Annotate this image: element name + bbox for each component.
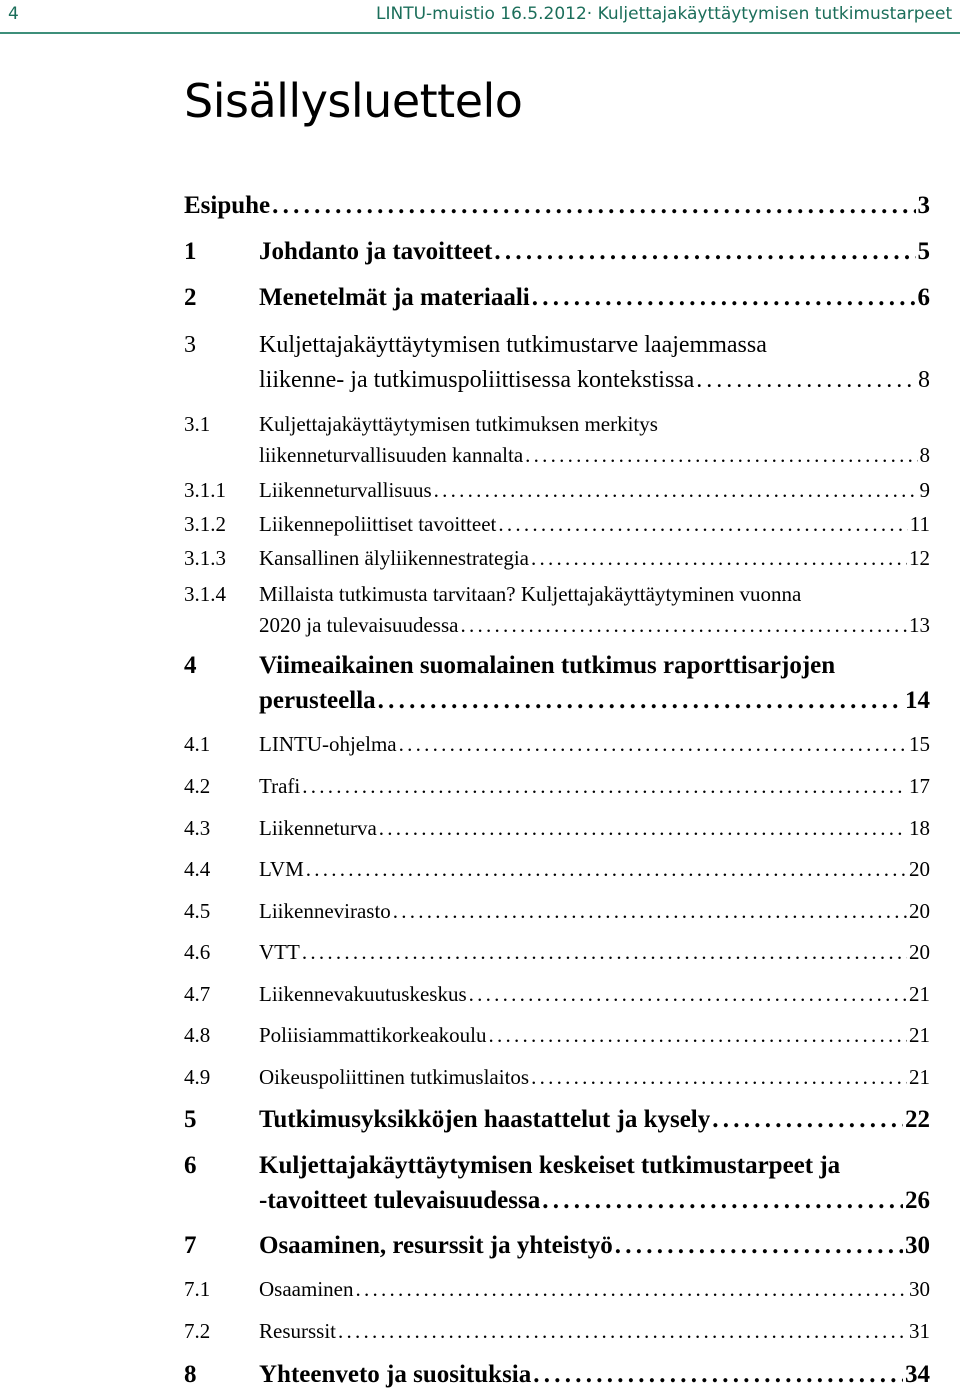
toc-entry-text: Menetelmät ja materiaali	[259, 284, 530, 311]
toc-entry-text: Oikeuspoliittinen tutkimuslaitos	[259, 1065, 530, 1089]
toc-leader	[498, 512, 907, 537]
toc-entry[interactable]	[184, 816, 930, 846]
toc-leader	[378, 687, 903, 715]
toc-entry-text: liikenne- ja tutkimuspoliittisessa kontekstissa	[259, 367, 695, 393]
toc-entry-number: 6	[184, 1152, 197, 1179]
toc-entry-number: 3.1.3	[184, 546, 226, 570]
toc-entry-text: Esipuhe	[184, 192, 271, 219]
toc-entry-number: 4.1	[184, 732, 211, 756]
toc-entry[interactable]	[184, 192, 930, 226]
toc-entry[interactable]	[184, 857, 930, 887]
toc-page-number: 21	[909, 1023, 930, 1047]
toc-entry-text: Trafi	[259, 774, 301, 798]
toc-entry-text: Johdanto ja tavoitteet	[259, 238, 493, 265]
toc-entry-number: 3	[184, 332, 196, 358]
toc-leader	[302, 774, 907, 799]
page-header	[0, 0, 960, 34]
toc-page-number: 12	[909, 546, 930, 570]
toc-entry[interactable]	[184, 899, 930, 929]
toc-entry-text-line1: Kuljettajakäyttäytymisen keskeiset tutkimustarpeet ja	[259, 1152, 841, 1179]
toc-entry-number: 4.6	[184, 940, 211, 964]
toc-entry-text: Liikennevakuutuskeskus	[259, 982, 467, 1006]
toc-leader	[469, 982, 907, 1007]
toc-entry-number: 4.2	[184, 774, 211, 798]
toc-page-number: 9	[919, 478, 930, 502]
toc-entry-text: Poliisiammattikorkeakoulu	[259, 1023, 487, 1047]
toc-page-number: 20	[909, 940, 930, 964]
toc-leader	[306, 857, 907, 882]
toc-entry-text: liikenneturvallisuuden kannalta	[259, 443, 524, 467]
toc-leader	[460, 613, 907, 638]
toc-entry[interactable]	[184, 1277, 930, 1307]
toc-entry-number: 4.9	[184, 1065, 211, 1089]
toc-entry-text-line1: Kuljettajakäyttäytymisen tutkimuksen merkitys	[259, 412, 658, 436]
toc-page-number: 11	[909, 512, 930, 536]
toc-entry-number: 5	[184, 1106, 197, 1133]
toc-entry-text-line1: Viimeaikainen suomalainen tutkimus raporttisarjojen	[259, 652, 836, 679]
toc-entry-number: 3.1.2	[184, 512, 226, 536]
toc-page-number: 13	[909, 613, 930, 637]
toc-entry[interactable]	[184, 940, 930, 970]
toc-page-number: 20	[909, 899, 930, 923]
toc-leader	[488, 1023, 907, 1048]
toc-entry-text: -tavoitteet tulevaisuudessa	[259, 1187, 541, 1214]
toc-entry-number: 3.1.4	[184, 582, 226, 606]
toc-entry-text: Liikennepoliittiset tavoitteet	[259, 512, 497, 536]
toc-entry-number: 8	[184, 1361, 197, 1388]
toc-leader	[338, 1319, 907, 1344]
toc-entry-text: VTT	[259, 940, 300, 964]
toc-leader	[615, 1232, 903, 1260]
toc-entry[interactable]	[184, 1152, 930, 1222]
toc-entry-number: 4	[184, 652, 197, 679]
toc-entry-number: 4.4	[184, 857, 211, 881]
toc-entry[interactable]	[184, 1361, 930, 1395]
toc-entry-text: LVM	[259, 857, 304, 881]
toc-entry-number: 7.2	[184, 1319, 211, 1343]
toc-leader	[531, 546, 907, 571]
toc-leader	[712, 1106, 903, 1134]
toc-entry-text: 2020 ja tulevaisuudessa	[259, 613, 459, 637]
toc-entry-number: 7.1	[184, 1277, 211, 1301]
toc-entry[interactable]	[184, 1106, 930, 1140]
toc-entry-text: Osaaminen	[259, 1277, 354, 1301]
toc-entry-number: 3.1	[184, 412, 211, 436]
toc-page-number: 20	[909, 857, 930, 881]
toc-entry[interactable]	[184, 1023, 930, 1053]
toc-entry-text-line1: Millaista tutkimusta tarvitaan? Kuljettajakäyttäytyminen vuonna	[259, 582, 802, 606]
toc-leader	[494, 238, 915, 266]
toc-entry-text: Liikennevirasto	[259, 899, 391, 923]
toc-leader	[355, 1277, 907, 1302]
toc-page-number: 17	[909, 774, 930, 798]
toc-page-number: 21	[909, 1065, 930, 1089]
toc-entry-number: 2	[184, 284, 197, 311]
toc-entry[interactable]	[184, 1232, 930, 1266]
toc-page-number: 22	[905, 1106, 930, 1133]
toc-leader	[532, 284, 916, 312]
toc-entry-text: Kansallinen älyliikennestrategia	[259, 546, 529, 570]
toc-entry[interactable]	[184, 982, 930, 1012]
toc-entry-number: 4.5	[184, 899, 211, 923]
toc-page-number: 21	[909, 982, 930, 1006]
toc-entry[interactable]	[184, 732, 930, 762]
toc-entry[interactable]	[184, 284, 930, 318]
toc-entry-number: 1	[184, 238, 197, 265]
toc-entry[interactable]	[184, 546, 930, 576]
toc-leader	[393, 899, 907, 924]
toc-leader	[434, 478, 918, 503]
toc-entry[interactable]	[184, 1319, 930, 1349]
page-title: Sisällysluettelo	[184, 74, 523, 128]
toc-entry-text: Liikenneturvallisuus	[259, 478, 432, 502]
toc-page-number: 6	[917, 284, 930, 311]
toc-leader	[525, 443, 917, 468]
toc-page-number: 18	[909, 816, 930, 840]
running-title: LINTU-muistio 16.5.2012· Kuljettajakäyttäytymisen tutkimustarpeet	[376, 4, 953, 24]
toc-entry[interactable]	[184, 1065, 930, 1095]
toc-entry-number: 7	[184, 1232, 197, 1259]
toc-leader	[696, 367, 916, 394]
toc-page-number: 8	[919, 443, 930, 467]
toc-page-number: 30	[909, 1277, 930, 1301]
toc-entry[interactable]	[184, 332, 930, 402]
toc-leader	[542, 1187, 903, 1215]
page-number: 4	[8, 4, 19, 24]
toc-entry-number: 4.7	[184, 982, 211, 1006]
toc-entry-text: Liikenneturva	[259, 816, 377, 840]
toc-entry-text: Yhteenveto ja suosituksia	[259, 1361, 532, 1388]
toc-entry[interactable]	[184, 582, 930, 644]
toc-leader	[399, 732, 907, 757]
toc-entry-text: perusteella	[259, 687, 376, 714]
toc-page-number: 8	[918, 367, 930, 393]
toc-entry-text-line1: Kuljettajakäyttäytymisen tutkimustarve laajemmassa	[259, 332, 767, 358]
toc-page-number: 14	[905, 687, 930, 714]
toc-entry[interactable]	[184, 478, 930, 508]
toc-entry[interactable]	[184, 652, 930, 722]
toc-entry-number: 3.1.1	[184, 478, 226, 502]
toc-page-number: 30	[905, 1232, 930, 1259]
toc-leader	[531, 1065, 907, 1090]
toc-entry-text: Resurssit	[259, 1319, 337, 1343]
toc-leader	[379, 816, 907, 841]
toc-entry-number: 4.8	[184, 1023, 211, 1047]
toc-leader	[272, 192, 915, 220]
toc-entry[interactable]	[184, 412, 930, 474]
toc-entry[interactable]	[184, 512, 930, 542]
toc-entry-text: LINTU-ohjelma	[259, 732, 397, 756]
toc-leader	[302, 940, 907, 965]
toc-entry-text: Osaaminen, resurssit ja yhteistyö	[259, 1232, 613, 1259]
toc-entry[interactable]	[184, 774, 930, 804]
toc-page-number: 5	[917, 238, 930, 265]
toc-page-number: 31	[909, 1319, 930, 1343]
toc-page-number: 34	[905, 1361, 930, 1388]
toc-leader	[533, 1361, 903, 1389]
toc-page-number: 3	[917, 192, 930, 219]
toc-entry-text: Tutkimusyksikköjen haastattelut ja kysely	[259, 1106, 711, 1133]
toc-page-number: 15	[909, 732, 930, 756]
toc-entry[interactable]	[184, 238, 930, 272]
toc-entry-number: 4.3	[184, 816, 211, 840]
toc-page-number: 26	[905, 1187, 930, 1214]
